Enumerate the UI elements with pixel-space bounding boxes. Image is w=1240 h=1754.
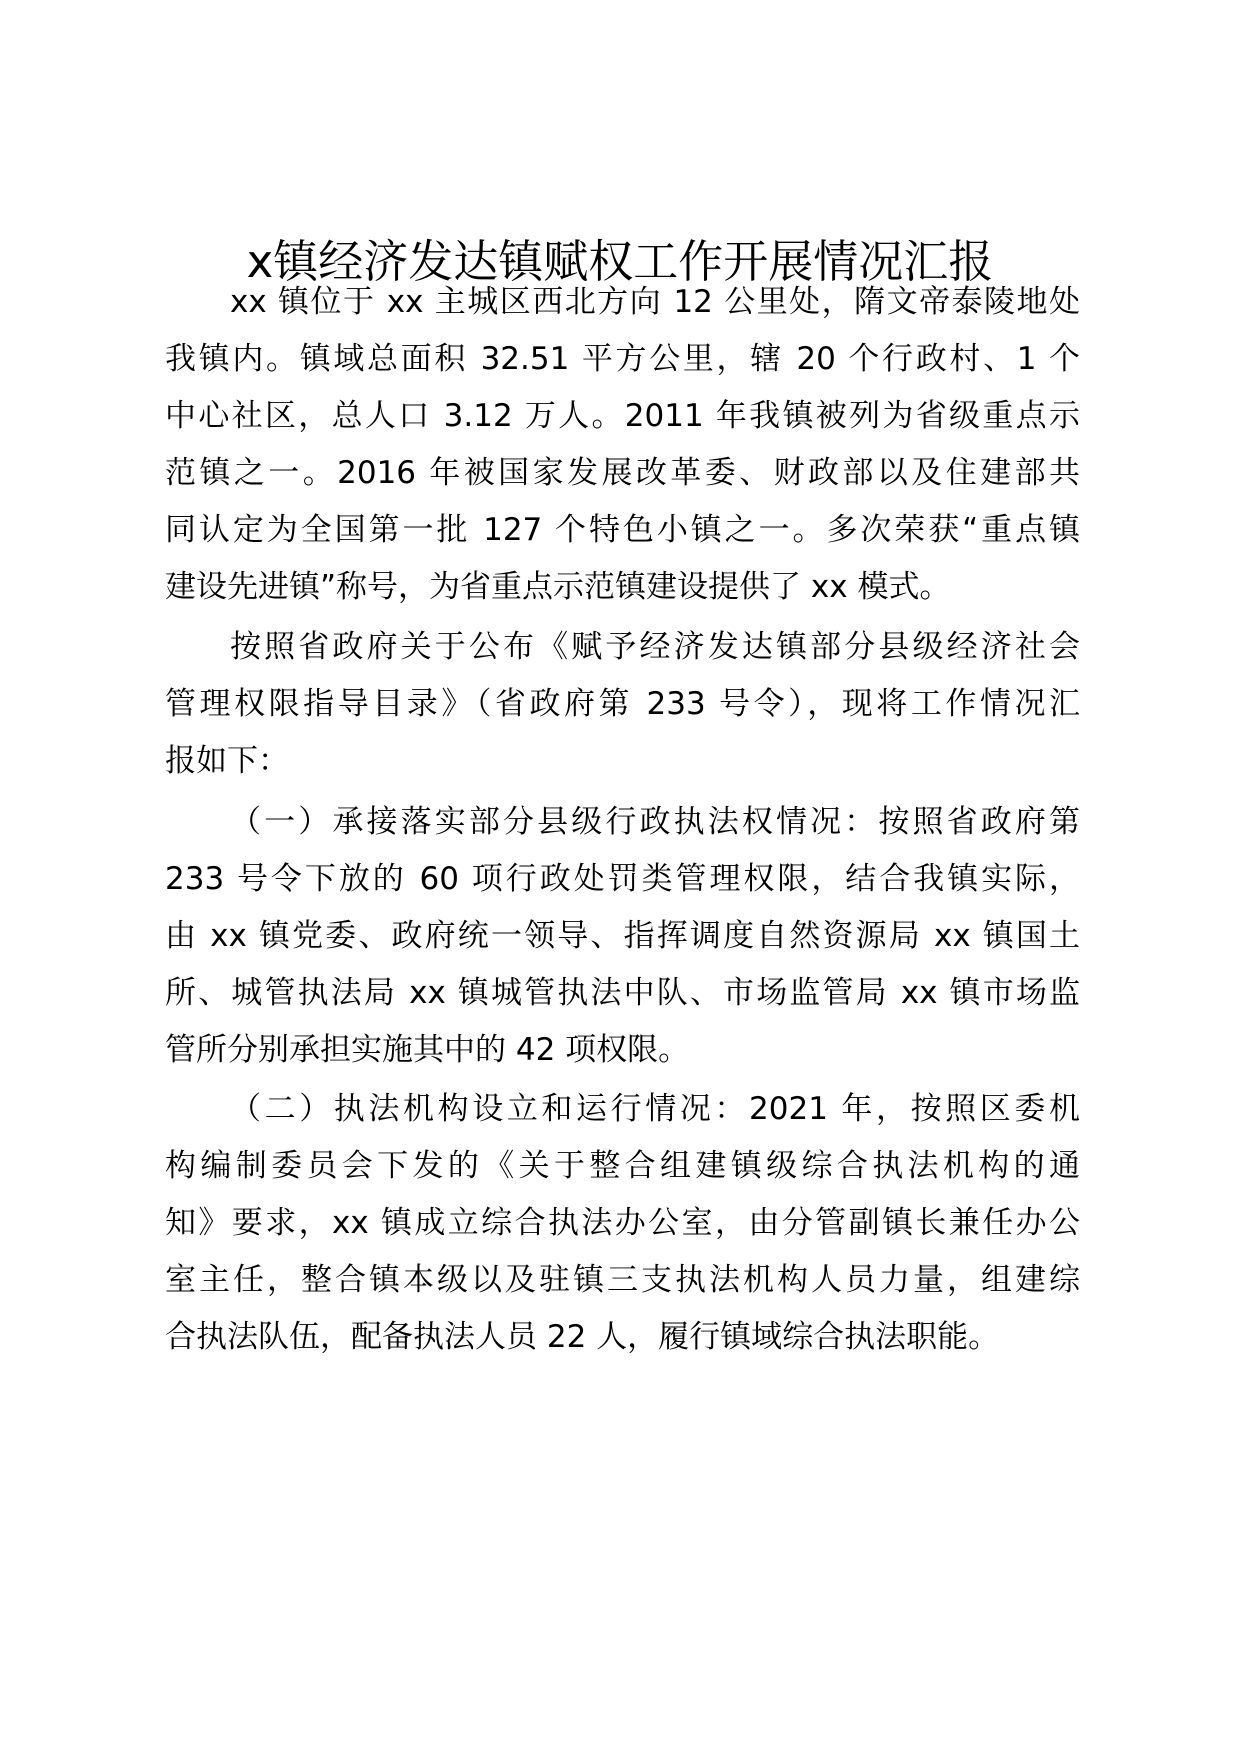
paragraph-2-line-1: 按照省政府关于公布《赋予经济发达镇部分县级经济社会: [230, 629, 1080, 665]
paragraph-3-line-1: （一）承接落实部分县级行政执法权情况：按照省政府第: [230, 804, 1080, 840]
paragraph-4-line-1: （二）执法机构设立和运行情况：2021 年，按照区委机: [230, 1091, 1080, 1127]
paragraph-2-line-2: 管理权限指导目录》（省政府第 233 号令），现将工作情况汇: [165, 686, 1080, 722]
paragraph-1-line-2: 我镇内。镇域总面积 32.51 平方公里，辖 20 个行政村、1 个: [165, 341, 1080, 377]
paragraph-2-line-3: 报如下：: [165, 743, 289, 779]
paragraph-1-line-5: 同认定为全国第一批 127 个特色小镇之一。多次荣获“重点镇: [165, 512, 1080, 548]
paragraph-4-line-5: 合执法队伍，配备执法人员 22 人，履行镇域综合执法职能。: [165, 1319, 1000, 1355]
paragraph-1-line-4: 范镇之一。2016 年被国家发展改革委、财政部以及住建部共: [165, 455, 1080, 491]
document-title: x镇经济发达镇赋权工作开展情况汇报: [246, 235, 994, 288]
paragraph-3-line-2: 233 号令下放的 60 项行政处罚类管理权限，结合我镇实际，: [165, 861, 1080, 897]
paragraph-4-line-4: 室主任，整合镇本级以及驻镇三支执法机构人员力量，组建综: [165, 1262, 1080, 1298]
paragraph-1-line-1: xx 镇位于 xx 主城区西北方向 12 公里处，隋文帝泰陵地处: [230, 284, 1080, 320]
paragraph-3-line-4: 所、城管执法局 xx 镇城管执法中队、市场监管局 xx 镇市场监: [165, 975, 1080, 1011]
paragraph-1-line-3: 中心社区，总人口 3.12 万人。2011 年我镇被列为省级重点示: [165, 398, 1080, 434]
paragraph-4-line-3: 知》要求，xx 镇成立综合执法办公室，由分管副镇长兼任办公: [165, 1205, 1080, 1241]
paragraph-3-line-3: 由 xx 镇党委、政府统一领导、指挥调度自然资源局 xx 镇国土: [165, 918, 1080, 954]
paragraph-3-line-5: 管所分别承担实施其中的 42 项权限。: [165, 1032, 690, 1068]
paragraph-1-line-6: 建设先进镇”称号，为省重点示范镇建设提供了 xx 模式。: [165, 569, 951, 605]
paragraph-4-line-2: 构编制委员会下发的《关于整合组建镇级综合执法机构的通: [165, 1148, 1080, 1184]
